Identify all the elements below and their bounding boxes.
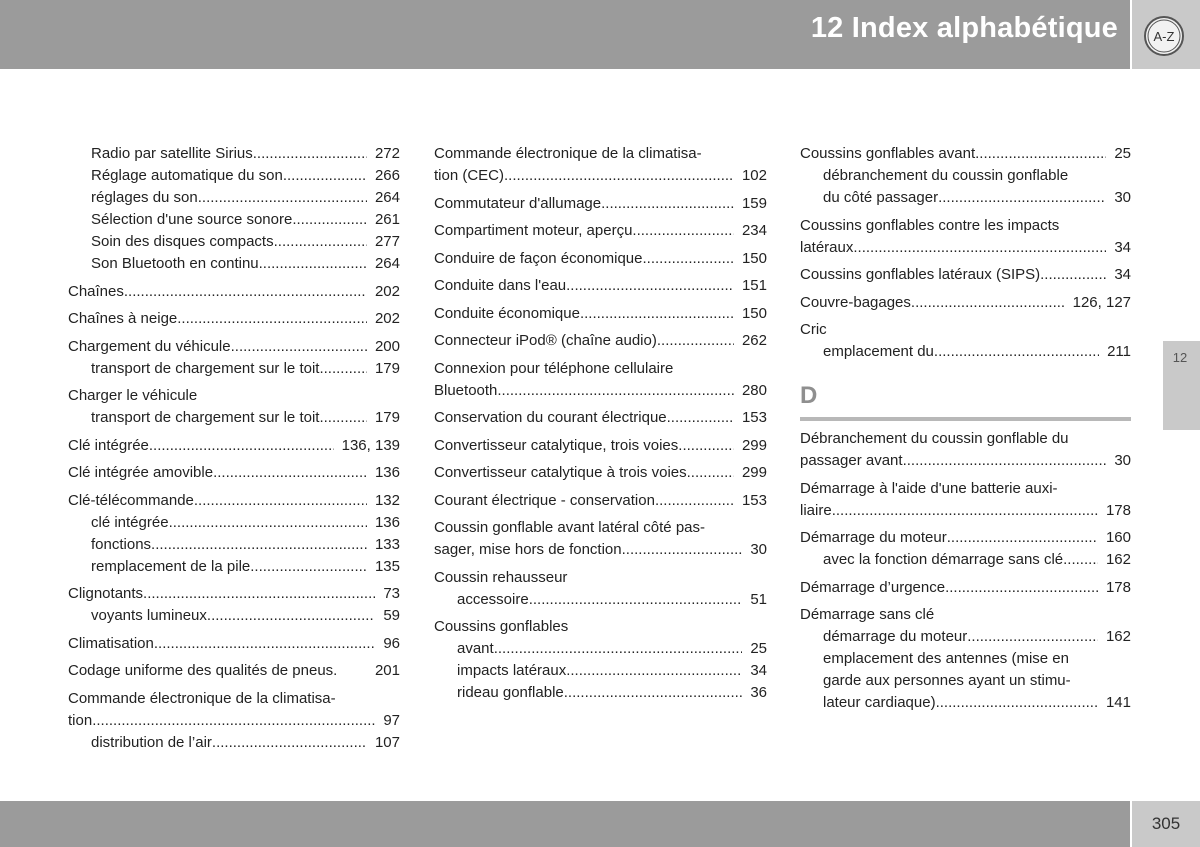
index-entry-line [434, 165, 767, 187]
index-entry [434, 220, 767, 242]
dot-leader [250, 556, 367, 578]
page-reference[interactable]: 280 [741, 381, 767, 399]
index-entry [68, 660, 400, 682]
index-entry [434, 517, 767, 561]
page-reference[interactable]: 102 [741, 167, 767, 184]
entry-text: sager, mise hors de fonction [434, 541, 622, 558]
index-entry [800, 143, 1131, 209]
page-reference[interactable]: 160 [1105, 529, 1131, 546]
index-subentry-line [68, 358, 400, 380]
entry-text: Commande électronique de la climatisa- [68, 689, 336, 707]
page-reference[interactable]: 179 [374, 409, 400, 426]
index-entry [434, 358, 767, 402]
index-entry [68, 490, 400, 578]
entry-text: transport de chargement sur le toit [91, 409, 320, 426]
index-entry-line [68, 385, 400, 407]
index-entry-line [800, 237, 1131, 259]
entry-text: réglages du son [91, 189, 198, 206]
page-title: 12 Index alphabétique [810, 12, 1118, 44]
index-entry-line [68, 336, 400, 358]
entry-text: Convertisseur catalytique à trois voies [434, 464, 687, 481]
dot-leader [198, 187, 367, 209]
entry-text: passager avant [800, 452, 903, 469]
dot-leader [92, 710, 375, 732]
index-entry [434, 490, 767, 512]
page-reference[interactable]: 299 [741, 464, 767, 481]
index-subentry-line [68, 732, 400, 754]
index-column-2 [434, 143, 767, 710]
dot-leader [936, 692, 1098, 714]
dot-leader [319, 358, 367, 380]
index-entry [68, 336, 400, 380]
index-subentry-line [434, 682, 767, 704]
dot-leader [504, 165, 734, 187]
page-reference[interactable]: 59 [383, 607, 400, 624]
az-index-icon [1142, 14, 1186, 58]
index-entry [68, 462, 400, 484]
index-entry-line [800, 478, 1131, 500]
index-entry-line [434, 275, 767, 297]
entry-text: liaire [800, 501, 832, 519]
page-number: 305 [1151, 814, 1181, 833]
dot-leader [832, 500, 1098, 522]
index-entry [434, 567, 767, 611]
index-subentry-line [434, 660, 767, 682]
entry-text: Coussins gonflables [434, 618, 569, 635]
index-entry-line [68, 462, 400, 484]
dot-leader [853, 237, 1106, 259]
dot-leader [580, 303, 734, 325]
index-entry-line [434, 380, 767, 402]
index-entry [68, 308, 400, 330]
page-reference[interactable]: 34 [1114, 238, 1131, 256]
index-entry-line [434, 567, 767, 589]
entry-text: Cric [800, 321, 827, 338]
entry-text: fonctions [91, 535, 152, 553]
dot-leader [124, 281, 367, 303]
entry-text: Coussin rehausseur [434, 568, 568, 586]
page-reference[interactable]: 36 [750, 684, 767, 701]
entry-text: Climatisation [68, 634, 154, 652]
index-entry-line [800, 527, 1131, 549]
entry-text: clé intégrée [91, 513, 169, 531]
entry-text: distribution de l’air [91, 733, 212, 751]
entry-text: Charger le véhicule [68, 387, 198, 404]
index-entry [800, 264, 1131, 286]
page-reference[interactable]: 202 [374, 282, 400, 300]
dot-leader [632, 220, 734, 242]
dot-leader [622, 539, 743, 561]
entry-text: transport de chargement sur le toit [91, 359, 320, 377]
page-reference[interactable]: 211 [1107, 343, 1131, 360]
index-subentry-line [800, 187, 1131, 209]
index-subentry-line [68, 534, 400, 556]
entry-text: Conduite économique [434, 304, 580, 322]
page-reference[interactable]: 153 [741, 409, 767, 426]
dot-leader [657, 330, 734, 352]
dot-leader [319, 407, 367, 429]
index-entry [68, 583, 400, 627]
entry-text: avec la fonction démarrage sans clé [823, 551, 1064, 568]
entry-text: Démarrage d’urgence [800, 578, 946, 596]
index-entry-line [434, 193, 767, 215]
dot-leader [253, 143, 367, 165]
index-entry [68, 435, 400, 457]
index-entry-line [434, 220, 767, 242]
index-subentry-line [800, 692, 1131, 714]
dot-leader [212, 732, 367, 754]
index-subentry-line [68, 253, 400, 275]
entry-text: emplacement des antennes (mise en [823, 650, 1069, 667]
dot-leader [177, 308, 367, 330]
dot-leader [283, 165, 367, 187]
index-entry [68, 143, 400, 275]
page-reference[interactable]: 264 [374, 189, 400, 206]
page-reference[interactable]: 97 [383, 711, 400, 729]
entry-text: rideau gonflable [457, 684, 564, 701]
entry-text: Clignotants [68, 585, 144, 602]
index-entry-line [434, 462, 767, 484]
dot-leader [945, 577, 1098, 599]
page-reference[interactable]: 162 [1105, 628, 1131, 645]
page-reference[interactable]: 179 [374, 359, 400, 377]
index-subentry-line [800, 549, 1131, 571]
entry-text: Démarrage sans clé [800, 606, 935, 623]
index-subentry-line [434, 638, 767, 660]
dot-leader [143, 583, 375, 605]
index-entry [434, 435, 767, 457]
index-entry [434, 616, 767, 704]
page-reference[interactable]: 151 [741, 277, 767, 294]
index-entry [434, 143, 767, 187]
dot-leader [967, 626, 1098, 648]
page-reference[interactable]: 266 [374, 167, 400, 184]
entry-text: Coussins gonflables avant [800, 145, 976, 162]
dot-leader [274, 231, 367, 253]
entry-text: Commutateur d'allumage [434, 194, 602, 212]
index-subentry-line [68, 407, 400, 429]
index-entry [434, 330, 767, 352]
index-entry-line [434, 616, 767, 638]
index-entry-line [434, 330, 767, 352]
page-reference[interactable]: 277 [374, 233, 400, 250]
index-entry [434, 407, 767, 429]
entry-text: Débranchement du coussin gonflable du [800, 430, 1069, 447]
entry-text: Chaînes à neige [68, 310, 178, 327]
entry-text: lateur cardiaque) [823, 694, 936, 711]
entry-text: remplacement de la pile [91, 557, 251, 575]
page-reference[interactable]: 202 [374, 310, 400, 327]
index-entry [800, 604, 1131, 714]
entry-text: Démarrage du moteur [800, 529, 947, 546]
index-entry-line [434, 435, 767, 457]
index-entry [68, 688, 400, 754]
section-divider [800, 417, 1131, 421]
page-reference[interactable]: 150 [741, 249, 767, 267]
index-column-3 [800, 143, 1131, 720]
dot-leader [564, 682, 743, 704]
dot-leader [601, 193, 734, 215]
index-subentry-line [68, 209, 400, 231]
index-subentry-line [800, 670, 1131, 692]
index-entry [434, 303, 767, 325]
dot-leader [566, 660, 742, 682]
entry-text: emplacement du [823, 343, 934, 360]
dot-leader [1063, 549, 1098, 571]
entry-text: Courant électrique - conservation [434, 491, 655, 509]
entry-text: Compartiment moteur, aperçu [434, 222, 633, 239]
page-reference[interactable]: 234 [741, 222, 767, 239]
entry-text: voyants lumineux [91, 607, 207, 624]
entry-text: tion (CEC) [434, 167, 505, 184]
page-reference[interactable]: 51 [750, 590, 767, 608]
entry-text: Connexion pour téléphone cellulaire [434, 359, 674, 377]
index-entry-line [800, 215, 1131, 237]
section-letter-heading: D [800, 382, 818, 409]
index-entry-line [800, 604, 1131, 626]
dot-leader [687, 462, 734, 484]
index-entry-line [68, 633, 400, 655]
index-entry-line [800, 428, 1131, 450]
index-entry-line [800, 577, 1131, 599]
page-reference[interactable]: 25 [1114, 145, 1131, 162]
index-subentry-line [800, 341, 1131, 363]
index-subentry-line [68, 187, 400, 209]
entry-text: Réglage automatique du son [91, 167, 283, 184]
index-entry [434, 193, 767, 215]
dot-leader [903, 450, 1107, 472]
page-reference[interactable]: 34 [750, 662, 767, 679]
page-reference[interactable]: 126, 127 [1072, 293, 1131, 311]
entry-text: latéraux [800, 238, 854, 256]
page-reference[interactable]: 141 [1105, 694, 1131, 711]
index-entry-line [434, 407, 767, 429]
dot-leader [655, 490, 734, 512]
index-entry [800, 428, 1131, 472]
index-entry-line [800, 450, 1131, 472]
index-subentry-line [800, 165, 1131, 187]
page-reference[interactable]: 136 [374, 464, 400, 481]
page-reference[interactable]: 264 [374, 255, 400, 272]
index-subentry-line [434, 589, 767, 611]
page-reference[interactable]: 107 [374, 733, 400, 751]
page-reference[interactable]: 150 [741, 304, 767, 322]
page-reference[interactable]: 272 [374, 145, 400, 162]
page-reference[interactable]: 30 [750, 541, 767, 558]
dot-leader [207, 605, 375, 627]
index-entry [800, 292, 1131, 314]
index-entry-line [434, 490, 767, 512]
index-entry [434, 462, 767, 484]
page-reference[interactable]: 153 [741, 491, 767, 509]
dot-leader [497, 380, 734, 402]
index-entry [68, 385, 400, 429]
page-reference[interactable]: 34 [1114, 266, 1131, 283]
dot-leader [975, 143, 1106, 165]
entry-text: Coussin gonflable avant latéral côté pas- [434, 519, 705, 536]
index-entry [800, 527, 1131, 571]
index-entry-line [800, 319, 1131, 341]
entry-text: Bluetooth [434, 381, 498, 399]
page-reference[interactable]: 262 [741, 332, 767, 349]
entry-text: du côté passager [823, 189, 939, 206]
entry-text: Conduite dans l'eau [434, 277, 567, 294]
index-entry-line [68, 308, 400, 330]
index-column-1 [68, 143, 400, 759]
entry-text: Convertisseur catalytique, trois voies [434, 436, 679, 454]
index-subentry-line [800, 648, 1131, 670]
page-reference[interactable]: 178 [1105, 578, 1131, 596]
index-entry-line [434, 303, 767, 325]
page-reference[interactable]: 73 [383, 585, 400, 602]
index-entry [68, 281, 400, 303]
index-entry-line [800, 143, 1131, 165]
page-reference[interactable]: 25 [750, 640, 767, 657]
svg-text:A-Z: A-Z [1153, 29, 1175, 44]
index-entry-line [800, 500, 1131, 522]
entry-text: Codage uniforme des qualités de pneus. [68, 662, 338, 679]
index-entry-line [434, 143, 767, 165]
entry-text: garde aux personnes ayant un stimu- [823, 672, 1071, 689]
index-entry-line [68, 281, 400, 303]
index-entry [800, 577, 1131, 599]
entry-text: accessoire [457, 590, 529, 608]
entry-text: Clé intégrée amovible [68, 464, 214, 481]
index-entry [434, 248, 767, 270]
entry-text: impacts latéraux [457, 662, 567, 679]
index-entry-line [68, 583, 400, 605]
entry-text: débranchement du coussin gonflable [823, 167, 1069, 184]
entry-text: Chaînes [68, 282, 124, 300]
index-entry [800, 319, 1131, 363]
dot-leader [194, 490, 367, 512]
entry-text: Soin des disques compacts [91, 233, 274, 250]
index-entry-line [434, 517, 767, 539]
entry-text: Démarrage à l'aide d'une batterie auxi- [800, 479, 1058, 497]
entry-text: Sélection d'une source sonore [91, 211, 293, 228]
entry-text: Conservation du courant électrique [434, 409, 667, 426]
page-reference[interactable]: 133 [374, 535, 400, 553]
page-reference[interactable]: 200 [374, 337, 400, 355]
index-subentry-line [68, 556, 400, 578]
chapter-tab-label: 12 [1172, 350, 1188, 365]
entry-text: Coussins gonflables latéraux (SIPS) [800, 266, 1041, 283]
entry-text: tion [68, 711, 93, 729]
index-entry-line [434, 358, 767, 380]
dot-leader [149, 435, 334, 457]
dot-leader [1040, 264, 1106, 286]
entry-text: Son Bluetooth en continu [91, 255, 259, 272]
dot-leader [259, 253, 367, 275]
dot-leader [938, 187, 1106, 209]
entry-text: Couvre-bagages [800, 293, 911, 311]
chapter-side-tab[interactable] [1163, 341, 1200, 430]
index-entry-line [68, 688, 400, 710]
index-subentry-line [68, 231, 400, 253]
page-reference[interactable]: 136 [374, 513, 400, 531]
dot-leader [566, 275, 734, 297]
index-entry-line [800, 264, 1131, 286]
index-entry [800, 478, 1131, 522]
page-reference[interactable]: 178 [1105, 501, 1131, 519]
index-subentry-line [800, 626, 1131, 648]
dot-leader [292, 209, 367, 231]
index-entry-line [800, 292, 1131, 314]
dot-leader [213, 462, 367, 484]
dot-leader [151, 534, 367, 556]
footer-bar [0, 801, 1130, 847]
index-entry-line [68, 660, 400, 682]
dot-leader [642, 248, 733, 270]
index-subentry-line [68, 512, 400, 534]
page-reference[interactable]: 135 [374, 557, 400, 575]
entry-text: démarrage du moteur [823, 628, 968, 645]
page-reference[interactable]: 30 [1114, 452, 1131, 469]
entry-text: Commande électronique de la climatisa- [434, 145, 702, 162]
index-entry-line [68, 710, 400, 732]
dot-leader [154, 633, 375, 655]
dot-leader [169, 512, 367, 534]
entry-text: Radio par satellite Sirius [91, 145, 253, 162]
page-reference[interactable]: 299 [741, 436, 767, 454]
index-subentry-line [68, 605, 400, 627]
dot-leader [678, 435, 734, 457]
index-entry-line [68, 435, 400, 457]
entry-text: Coussins gonflables contre les impacts [800, 216, 1060, 234]
dot-leader [529, 589, 743, 611]
entry-text: Connecteur iPod® (chaîne audio) [434, 332, 657, 349]
entry-text: Clé intégrée [68, 436, 149, 454]
entry-text: Chargement du véhicule [68, 337, 231, 355]
page-reference[interactable]: 30 [1114, 189, 1131, 206]
index-subentry-line [68, 143, 400, 165]
index-entry [434, 275, 767, 297]
page-reference[interactable]: 136, 139 [341, 436, 400, 454]
dot-leader [494, 638, 743, 660]
entry-text: Clé-télécommande [68, 491, 194, 509]
entry-text: avant [457, 640, 494, 657]
entry-text: Conduire de façon économique [434, 249, 643, 267]
dot-leader [667, 407, 734, 429]
index-entry [68, 633, 400, 655]
page-reference[interactable]: 96 [383, 634, 400, 652]
dot-leader [911, 292, 1065, 314]
index-entry-line [68, 490, 400, 512]
page-reference[interactable]: 162 [1105, 551, 1131, 568]
page-reference[interactable]: 261 [374, 211, 400, 228]
index-entry [800, 215, 1131, 259]
page-reference[interactable]: 159 [741, 194, 767, 212]
dot-leader [934, 341, 1099, 363]
index-entry-line [434, 539, 767, 561]
page-reference[interactable]: 132 [374, 491, 400, 509]
dot-leader [947, 527, 1098, 549]
dot-leader [231, 336, 367, 358]
index-subentry-line [68, 165, 400, 187]
index-entry-line [434, 248, 767, 270]
page-reference[interactable]: 201 [374, 662, 400, 679]
